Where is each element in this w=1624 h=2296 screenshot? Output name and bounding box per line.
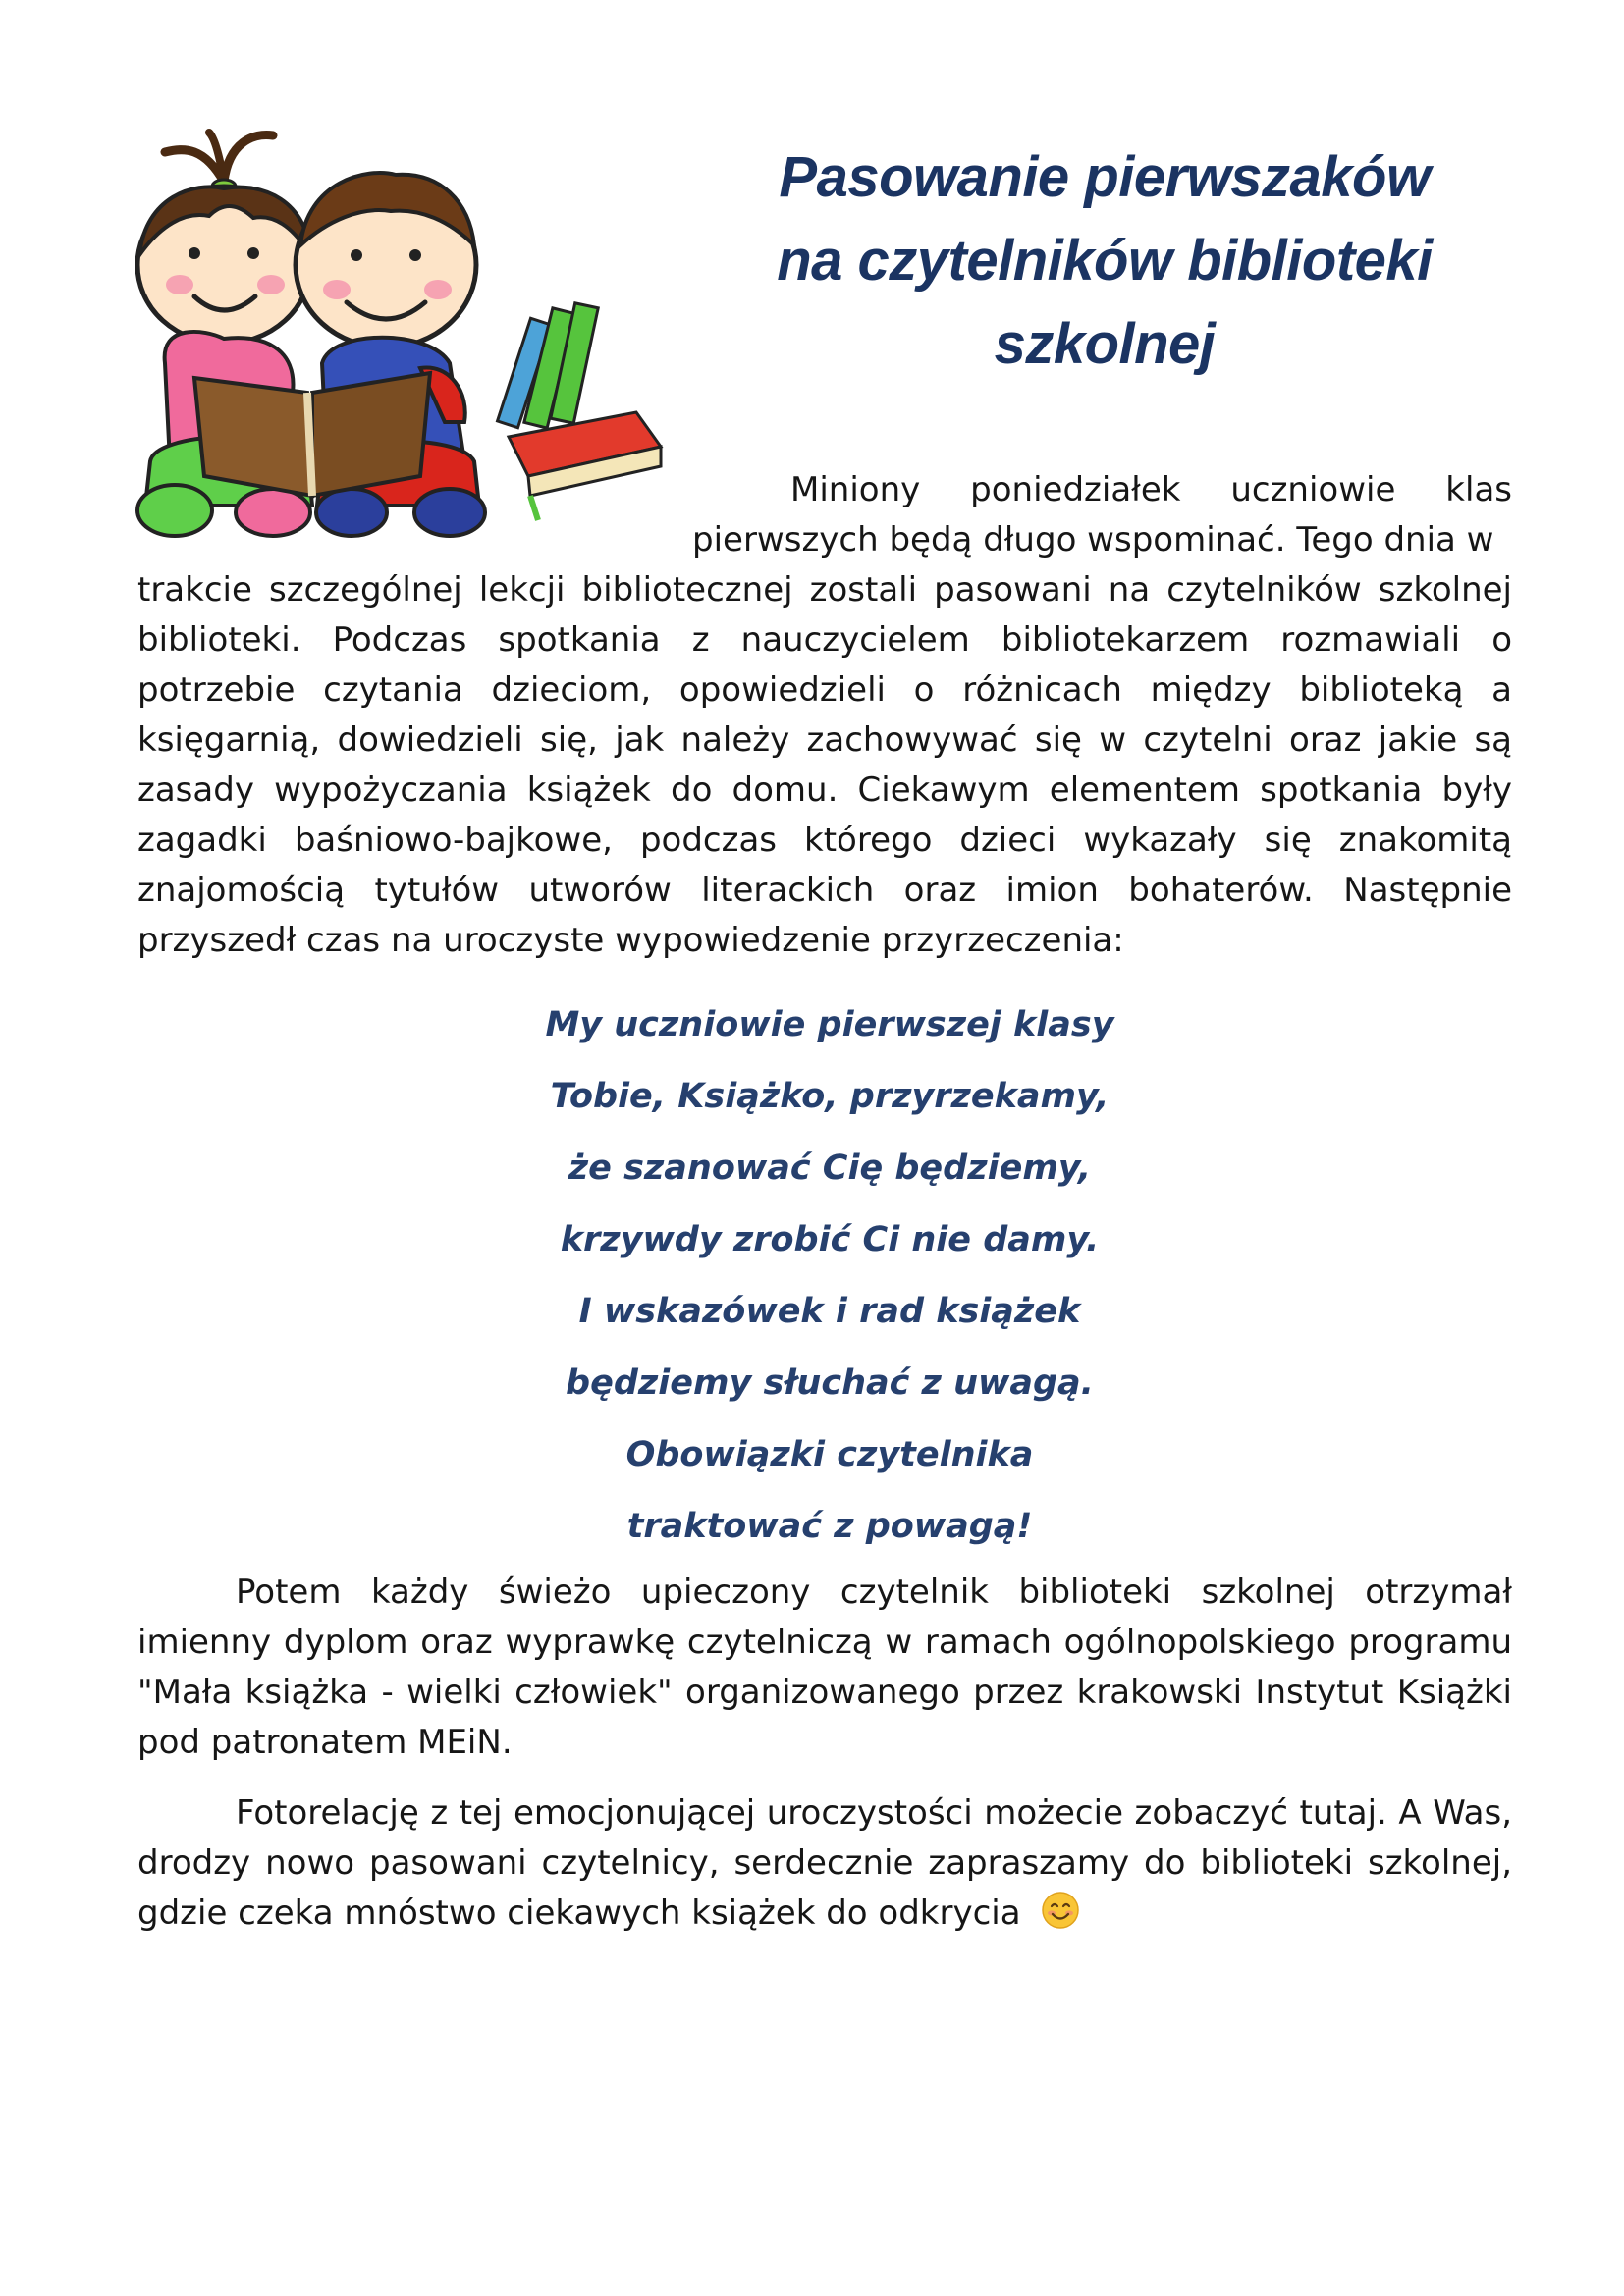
pledge-poem [393,989,1267,1563]
invitation-text: Fotorelację z tej emocjonującej uroczystości możecie zobaczyć tutaj. A Was, drodzy nowo pasowani czytelnicy, serdecznie zapraszamy do biblioteki szkolnej, gdzie czeka mnóstwo ciekawych książek do odkrycia [137,1793,1512,1933]
children-reading-illustration [126,128,676,569]
smiling-face-icon [1041,1891,1080,1930]
intro-paragraph-continuation: trakcie szczególnej lekcji bibliotecznej zostali pasowani na czytelników szkolnej biblioteki. Podczas spotkania z nauczycielem bibliotekarzem rozmawiali o potrzebie czytania dzieciom, opowiedzieli o różnicach między biblioteką a księgarnią, dowiedzieli się, jak należy zachowywać się w czytelni oraz jakie są zasady wypożyczania książek do domu. Ciekawym elementem spotkania były zagadki baśniowo-bajkowe, podczas którego dzieci wykazały się znakomitą znajomością tytułów utworów literackich oraz imion bohaterów. Następnie przyszedł czas na uroczyste wypowiedzenie przyrzeczenia: [137,570,1512,960]
title-line: Pasowanie pierwszaków [779,145,1431,209]
poem-line: Tobie, Książko, przyrzekamy, [550,1077,1110,1116]
poem-line: My uczniowie pierwszej klasy [545,1005,1114,1044]
diploma-paragraph: Potem każdy świeżo upieczony czytelnik biblioteki szkolnej otrzymał imienny dyplom oraz wyprawkę czytelniczą w ramach ogólnopolskiego programu "Mała książka - wielki człowiek" organizowanego przez krakowski Instytut Książki pod patronatem MEiN. [137,1573,1512,1762]
intro-paragraph-start: Miniony poniedziałek uczniowie klas pierwszych będą długo wspominać. Tego dnia w [692,470,1512,560]
poem-line: że szanować Cię będziemy, [568,1148,1092,1188]
page-title [677,135,1532,386]
invitation-paragraph [137,1789,1512,1939]
title-line: szkolnej [994,312,1216,376]
poem-line: krzywdy zrobić Ci nie damy. [560,1220,1100,1259]
poem-line: Obowiązki czytelnika [625,1435,1034,1474]
poem-line: traktować z powagą! [626,1507,1033,1546]
poem-line: będziemy słuchać z uwagą. [566,1363,1094,1403]
poem-line: I wskazówek i rad książek [578,1292,1081,1331]
title-line: na czytelników biblioteki [777,229,1433,293]
